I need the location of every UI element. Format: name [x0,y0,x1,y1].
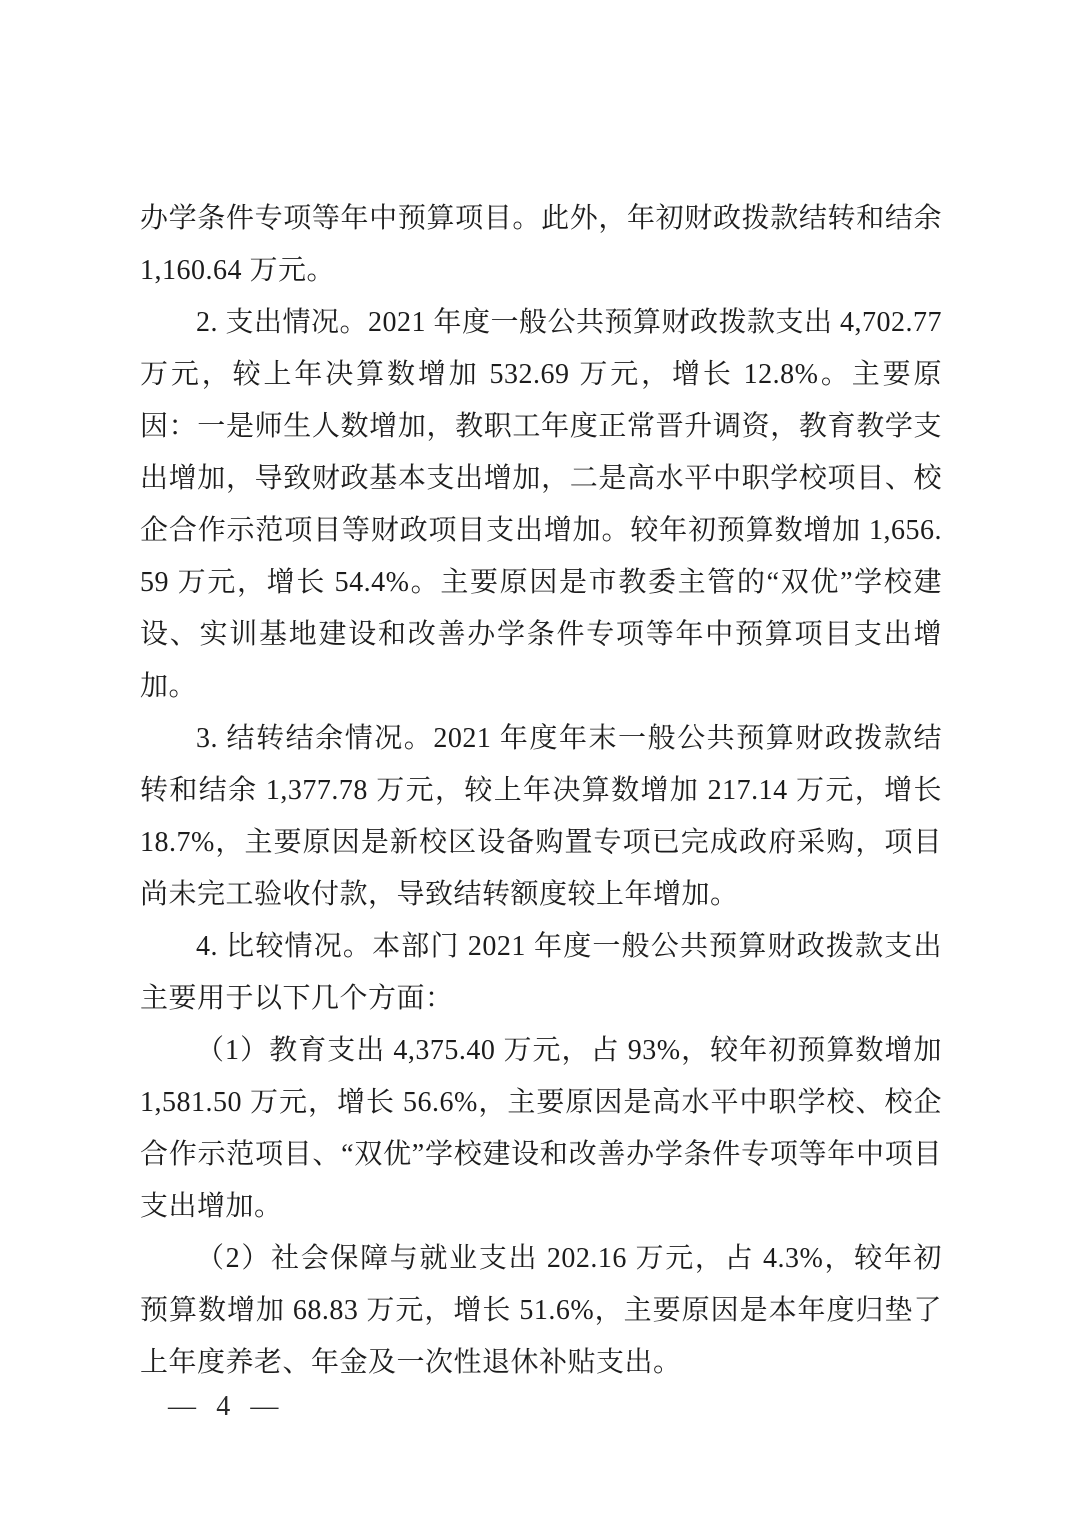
document-body [140,193,942,1389]
para-carryforward-surplus-situation: 3. 结转结余情况。2021 年度年末一般公共预算财政拨款结转和结余 1,377.78 万元，较上年决算数增加 217.14 万元，增长 18.7%，主要原因是新校区设备购置专项已完成政府采购，项目尚未完工验收付款，导致结转额度较上年增加。 [140,723,942,910]
para-expenditure-situation: 2. 支出情况。2021 年度一般公共预算财政拨款支出 4,702.77 万元，较上年决算数增加 532.69 万元，增长 12.8%。主要原因：一是师生人数增加，教职工年度正常晋升调资，教育教学支出增加，导致财政基本支出增加，二是高水平中职学校项目、校企合作示范项目等财政项目支出增加。较年初预算数增加 1,656.59 万元，增长 54.4%。主要原因是市教委主管的“双优”学校建设、实训基地建设和改善办学条件专项等年中预算项目支出增加。 [140,307,943,702]
page-number: — 4 — [168,1391,280,1422]
para-carryover-balance-continuation: 办学条件专项等年中预算项目。此外，年初财政拨款结转和结余1,160.64 万元。 [140,203,942,286]
para-social-security-expenditure: （2）社会保障与就业支出 202.16 万元，占 4.3%，较年初预算数增加 68.83 万元，增长 51.6%，主要原因是本年度归垫了上年度养老、年金及一次性退休补贴支出。 [140,1243,942,1378]
para-education-expenditure: （1）教育支出 4,375.40 万元，占 93%，较年初预算数增加 1,581.50 万元，增长 56.6%，主要原因是高水平中职学校、校企合作示范项目、“双优”学校建设和改善办学条件专项等年中项目支出增加。 [140,1035,942,1222]
para-comparison-situation: 4. 比较情况。本部门 2021 年度一般公共预算财政拨款支出主要用于以下几个方面： [140,931,942,1014]
